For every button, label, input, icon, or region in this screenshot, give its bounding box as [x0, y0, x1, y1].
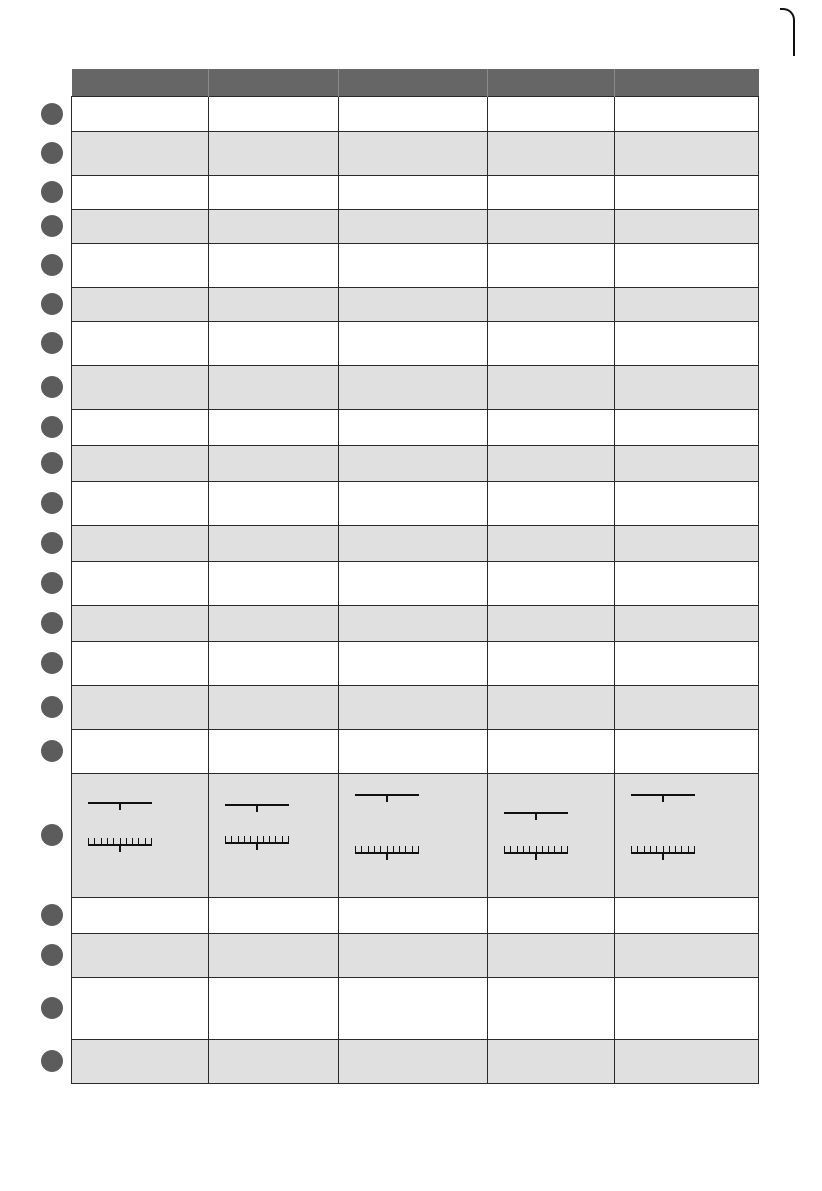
scale-minor-tick	[523, 846, 524, 852]
table-cell	[615, 606, 759, 642]
table-cell	[615, 322, 759, 366]
table-cell	[72, 176, 209, 210]
circle-marker-icon	[41, 332, 63, 354]
table-cell	[339, 562, 488, 606]
table-cell	[488, 210, 615, 244]
scale-minor-tick	[669, 846, 670, 852]
circle-marker-icon	[41, 181, 63, 203]
table-row	[72, 730, 759, 774]
table-cell	[615, 642, 759, 686]
data-table	[71, 69, 759, 1084]
table-cell	[209, 288, 339, 322]
circle-marker-icon	[41, 532, 63, 554]
scale-minor-tick	[145, 838, 146, 844]
circle-marker-icon	[41, 452, 63, 474]
circle-marker-icon	[41, 376, 63, 398]
table-cell	[209, 366, 339, 410]
table-cell	[615, 446, 759, 482]
scale-minor-tick	[554, 846, 555, 852]
circle-marker-icon	[41, 997, 63, 1019]
circle-marker-icon	[41, 1050, 63, 1072]
circle-marker-icon	[41, 293, 63, 315]
table-row	[72, 482, 759, 526]
table-row	[72, 132, 759, 176]
scale-minor-tick	[138, 838, 139, 844]
scale-minor-tick	[399, 846, 400, 852]
table-row	[72, 446, 759, 482]
scale-minor-tick	[269, 836, 270, 842]
table-cell	[72, 97, 209, 132]
scale-minor-tick	[151, 838, 152, 844]
scale-center-tick	[256, 804, 258, 812]
table-cell	[488, 244, 615, 288]
table-cell	[488, 132, 615, 176]
table-cell	[615, 1040, 759, 1084]
table-cell	[615, 730, 759, 774]
table-row	[72, 686, 759, 730]
circle-marker-icon	[41, 696, 63, 718]
table-cell	[72, 642, 209, 686]
circle-marker-icon	[41, 142, 63, 164]
table-cell	[488, 978, 615, 1040]
table-cell	[339, 686, 488, 730]
circle-marker-icon	[41, 572, 63, 594]
table-cell	[209, 322, 339, 366]
table-cell	[615, 898, 759, 934]
table-cell	[615, 410, 759, 446]
table-cell	[339, 210, 488, 244]
scale-center-tick	[662, 794, 664, 802]
table-cell	[339, 482, 488, 526]
table-cell	[339, 730, 488, 774]
column-header-1	[72, 69, 209, 97]
table-cell	[209, 562, 339, 606]
circle-marker-icon	[41, 652, 63, 674]
table-row	[72, 1040, 759, 1084]
table-cell	[339, 410, 488, 446]
table-cell	[339, 898, 488, 934]
scale-minor-tick	[631, 846, 632, 852]
table-cell	[339, 446, 488, 482]
scale-minor-tick	[561, 846, 562, 852]
table-cell	[339, 366, 488, 410]
scale-minor-tick	[107, 838, 108, 844]
table-cell	[209, 774, 339, 898]
table-cell	[72, 978, 209, 1040]
table-cell	[72, 562, 209, 606]
table-cell	[339, 97, 488, 132]
scale-minor-tick	[113, 838, 114, 844]
table-cell	[72, 1040, 209, 1084]
table-cell	[72, 898, 209, 934]
table-cell	[72, 132, 209, 176]
table-cell	[72, 322, 209, 366]
table-cell	[72, 730, 209, 774]
table-cell	[488, 322, 615, 366]
scale-center-tick	[535, 812, 537, 820]
table-cell	[339, 132, 488, 176]
table-cell	[488, 686, 615, 730]
scale-minor-tick	[681, 846, 682, 852]
table-cell	[615, 482, 759, 526]
table-row	[72, 210, 759, 244]
table-cell	[488, 898, 615, 934]
scale-minor-tick	[393, 846, 394, 852]
scale-minor-tick	[231, 836, 232, 842]
scale-minor-tick	[650, 846, 651, 852]
table-cell	[339, 978, 488, 1040]
table-row	[72, 898, 759, 934]
table-cell	[209, 686, 339, 730]
table-cell	[488, 642, 615, 686]
column-header-3	[339, 69, 488, 97]
scale-minor-tick	[238, 836, 239, 842]
table-row	[72, 288, 759, 322]
table-cell	[72, 934, 209, 978]
column-header-5	[615, 69, 759, 97]
table-cell	[488, 1040, 615, 1084]
table-cell	[615, 526, 759, 562]
table-row	[72, 322, 759, 366]
table-row	[72, 526, 759, 562]
table-cell	[488, 366, 615, 410]
table-cell	[339, 774, 488, 898]
circle-marker-icon	[41, 944, 63, 966]
table-cell	[209, 176, 339, 210]
table-cell	[209, 132, 339, 176]
table-cell	[488, 774, 615, 898]
table-cell	[488, 934, 615, 978]
table-cell	[615, 774, 759, 898]
table-row	[72, 97, 759, 132]
table-cell	[615, 244, 759, 288]
table-cell	[209, 606, 339, 642]
scale-minor-tick	[263, 836, 264, 842]
table-cell	[209, 1040, 339, 1084]
table-cell	[615, 132, 759, 176]
scale-center-tick	[119, 844, 121, 852]
scale-minor-tick	[656, 846, 657, 852]
table-cell	[615, 97, 759, 132]
table-cell	[339, 176, 488, 210]
table-cell	[615, 934, 759, 978]
table-row	[72, 410, 759, 446]
scale-minor-tick	[548, 846, 549, 852]
table-row	[72, 606, 759, 642]
data-table-sheet	[71, 69, 758, 1084]
table-cell	[209, 410, 339, 446]
table-cell	[72, 210, 209, 244]
scale-center-tick	[386, 794, 388, 802]
table-cell	[72, 446, 209, 482]
circle-marker-icon	[41, 416, 63, 438]
scale-minor-tick	[275, 836, 276, 842]
scale-minor-tick	[637, 846, 638, 852]
circle-marker-icon	[41, 254, 63, 276]
table-cell	[72, 410, 209, 446]
scale-minor-tick	[126, 838, 127, 844]
scale-center-tick	[662, 852, 664, 860]
table-cell	[209, 446, 339, 482]
scale-minor-tick	[688, 846, 689, 852]
table-row	[72, 176, 759, 210]
scale-minor-tick	[529, 846, 530, 852]
scale-minor-tick	[361, 846, 362, 852]
table-cell	[488, 288, 615, 322]
table-row	[72, 978, 759, 1040]
table-cell	[209, 97, 339, 132]
table-cell	[72, 686, 209, 730]
table-cell	[488, 482, 615, 526]
scale-minor-tick	[355, 846, 356, 852]
table-cell	[72, 288, 209, 322]
circle-marker-icon	[41, 612, 63, 634]
scale-center-tick	[386, 852, 388, 860]
scale-center-tick	[119, 802, 121, 810]
scale-minor-tick	[675, 846, 676, 852]
table-cell	[488, 606, 615, 642]
table-header	[72, 69, 759, 97]
table-cell	[488, 446, 615, 482]
scale-minor-tick	[380, 846, 381, 852]
page-corner-mark	[780, 8, 795, 56]
table-cell	[209, 934, 339, 978]
table-cell	[209, 730, 339, 774]
table-row	[72, 244, 759, 288]
table-cell	[72, 366, 209, 410]
scale-minor-tick	[368, 846, 369, 852]
table-row	[72, 642, 759, 686]
table-cell	[615, 210, 759, 244]
table-cell	[488, 526, 615, 562]
table-cell	[209, 642, 339, 686]
scale-minor-tick	[504, 846, 505, 852]
scale-minor-tick	[94, 838, 95, 844]
table-cell	[209, 482, 339, 526]
table-cell	[209, 526, 339, 562]
table-cell	[209, 978, 339, 1040]
table-cell	[615, 288, 759, 322]
scale-minor-tick	[567, 846, 568, 852]
table-cell	[488, 562, 615, 606]
circle-marker-icon	[41, 824, 63, 846]
column-header-4	[488, 69, 615, 97]
table-cell	[72, 526, 209, 562]
circle-marker-icon	[41, 492, 63, 514]
table-cell	[615, 176, 759, 210]
table-row	[72, 366, 759, 410]
table-cell	[615, 562, 759, 606]
scale-minor-tick	[132, 838, 133, 844]
scale-center-tick	[535, 852, 537, 860]
scale-minor-tick	[510, 846, 511, 852]
table-cell	[209, 898, 339, 934]
table-cell	[488, 176, 615, 210]
table-cell	[488, 410, 615, 446]
table-body	[72, 97, 759, 1084]
scale-minor-tick	[101, 838, 102, 844]
scale-center-tick	[256, 842, 258, 850]
scale-minor-tick	[517, 846, 518, 852]
table-cell	[615, 978, 759, 1040]
table-cell	[339, 244, 488, 288]
scale-minor-tick	[542, 846, 543, 852]
table-cell	[209, 210, 339, 244]
table-cell	[209, 244, 339, 288]
scale-minor-tick	[644, 846, 645, 852]
table-cell	[72, 482, 209, 526]
table-cell	[339, 526, 488, 562]
circle-marker-icon	[41, 740, 63, 762]
scale-minor-tick	[405, 846, 406, 852]
scale-minor-tick	[694, 846, 695, 852]
table-cell	[72, 606, 209, 642]
table-cell	[339, 322, 488, 366]
table-cell	[339, 934, 488, 978]
table-row	[72, 934, 759, 978]
circle-marker-icon	[41, 904, 63, 926]
table-cell	[339, 288, 488, 322]
table-cell	[72, 774, 209, 898]
circle-marker-icon	[41, 103, 63, 125]
scale-minor-tick	[88, 838, 89, 844]
table-cell	[339, 1040, 488, 1084]
table-cell	[72, 244, 209, 288]
scale-minor-tick	[374, 846, 375, 852]
table-row	[72, 774, 759, 898]
header-row	[72, 69, 759, 97]
scale-minor-tick	[288, 836, 289, 842]
scale-minor-tick	[250, 836, 251, 842]
scale-minor-tick	[244, 836, 245, 842]
table-cell	[615, 366, 759, 410]
scale-minor-tick	[282, 836, 283, 842]
table-cell	[339, 642, 488, 686]
table-row	[72, 562, 759, 606]
table-cell	[615, 686, 759, 730]
scale-minor-tick	[412, 846, 413, 852]
scale-minor-tick	[418, 846, 419, 852]
scale-minor-tick	[225, 836, 226, 842]
table-cell	[488, 97, 615, 132]
table-cell	[339, 606, 488, 642]
column-header-2	[209, 69, 339, 97]
table-cell	[488, 730, 615, 774]
circle-marker-icon	[41, 215, 63, 237]
